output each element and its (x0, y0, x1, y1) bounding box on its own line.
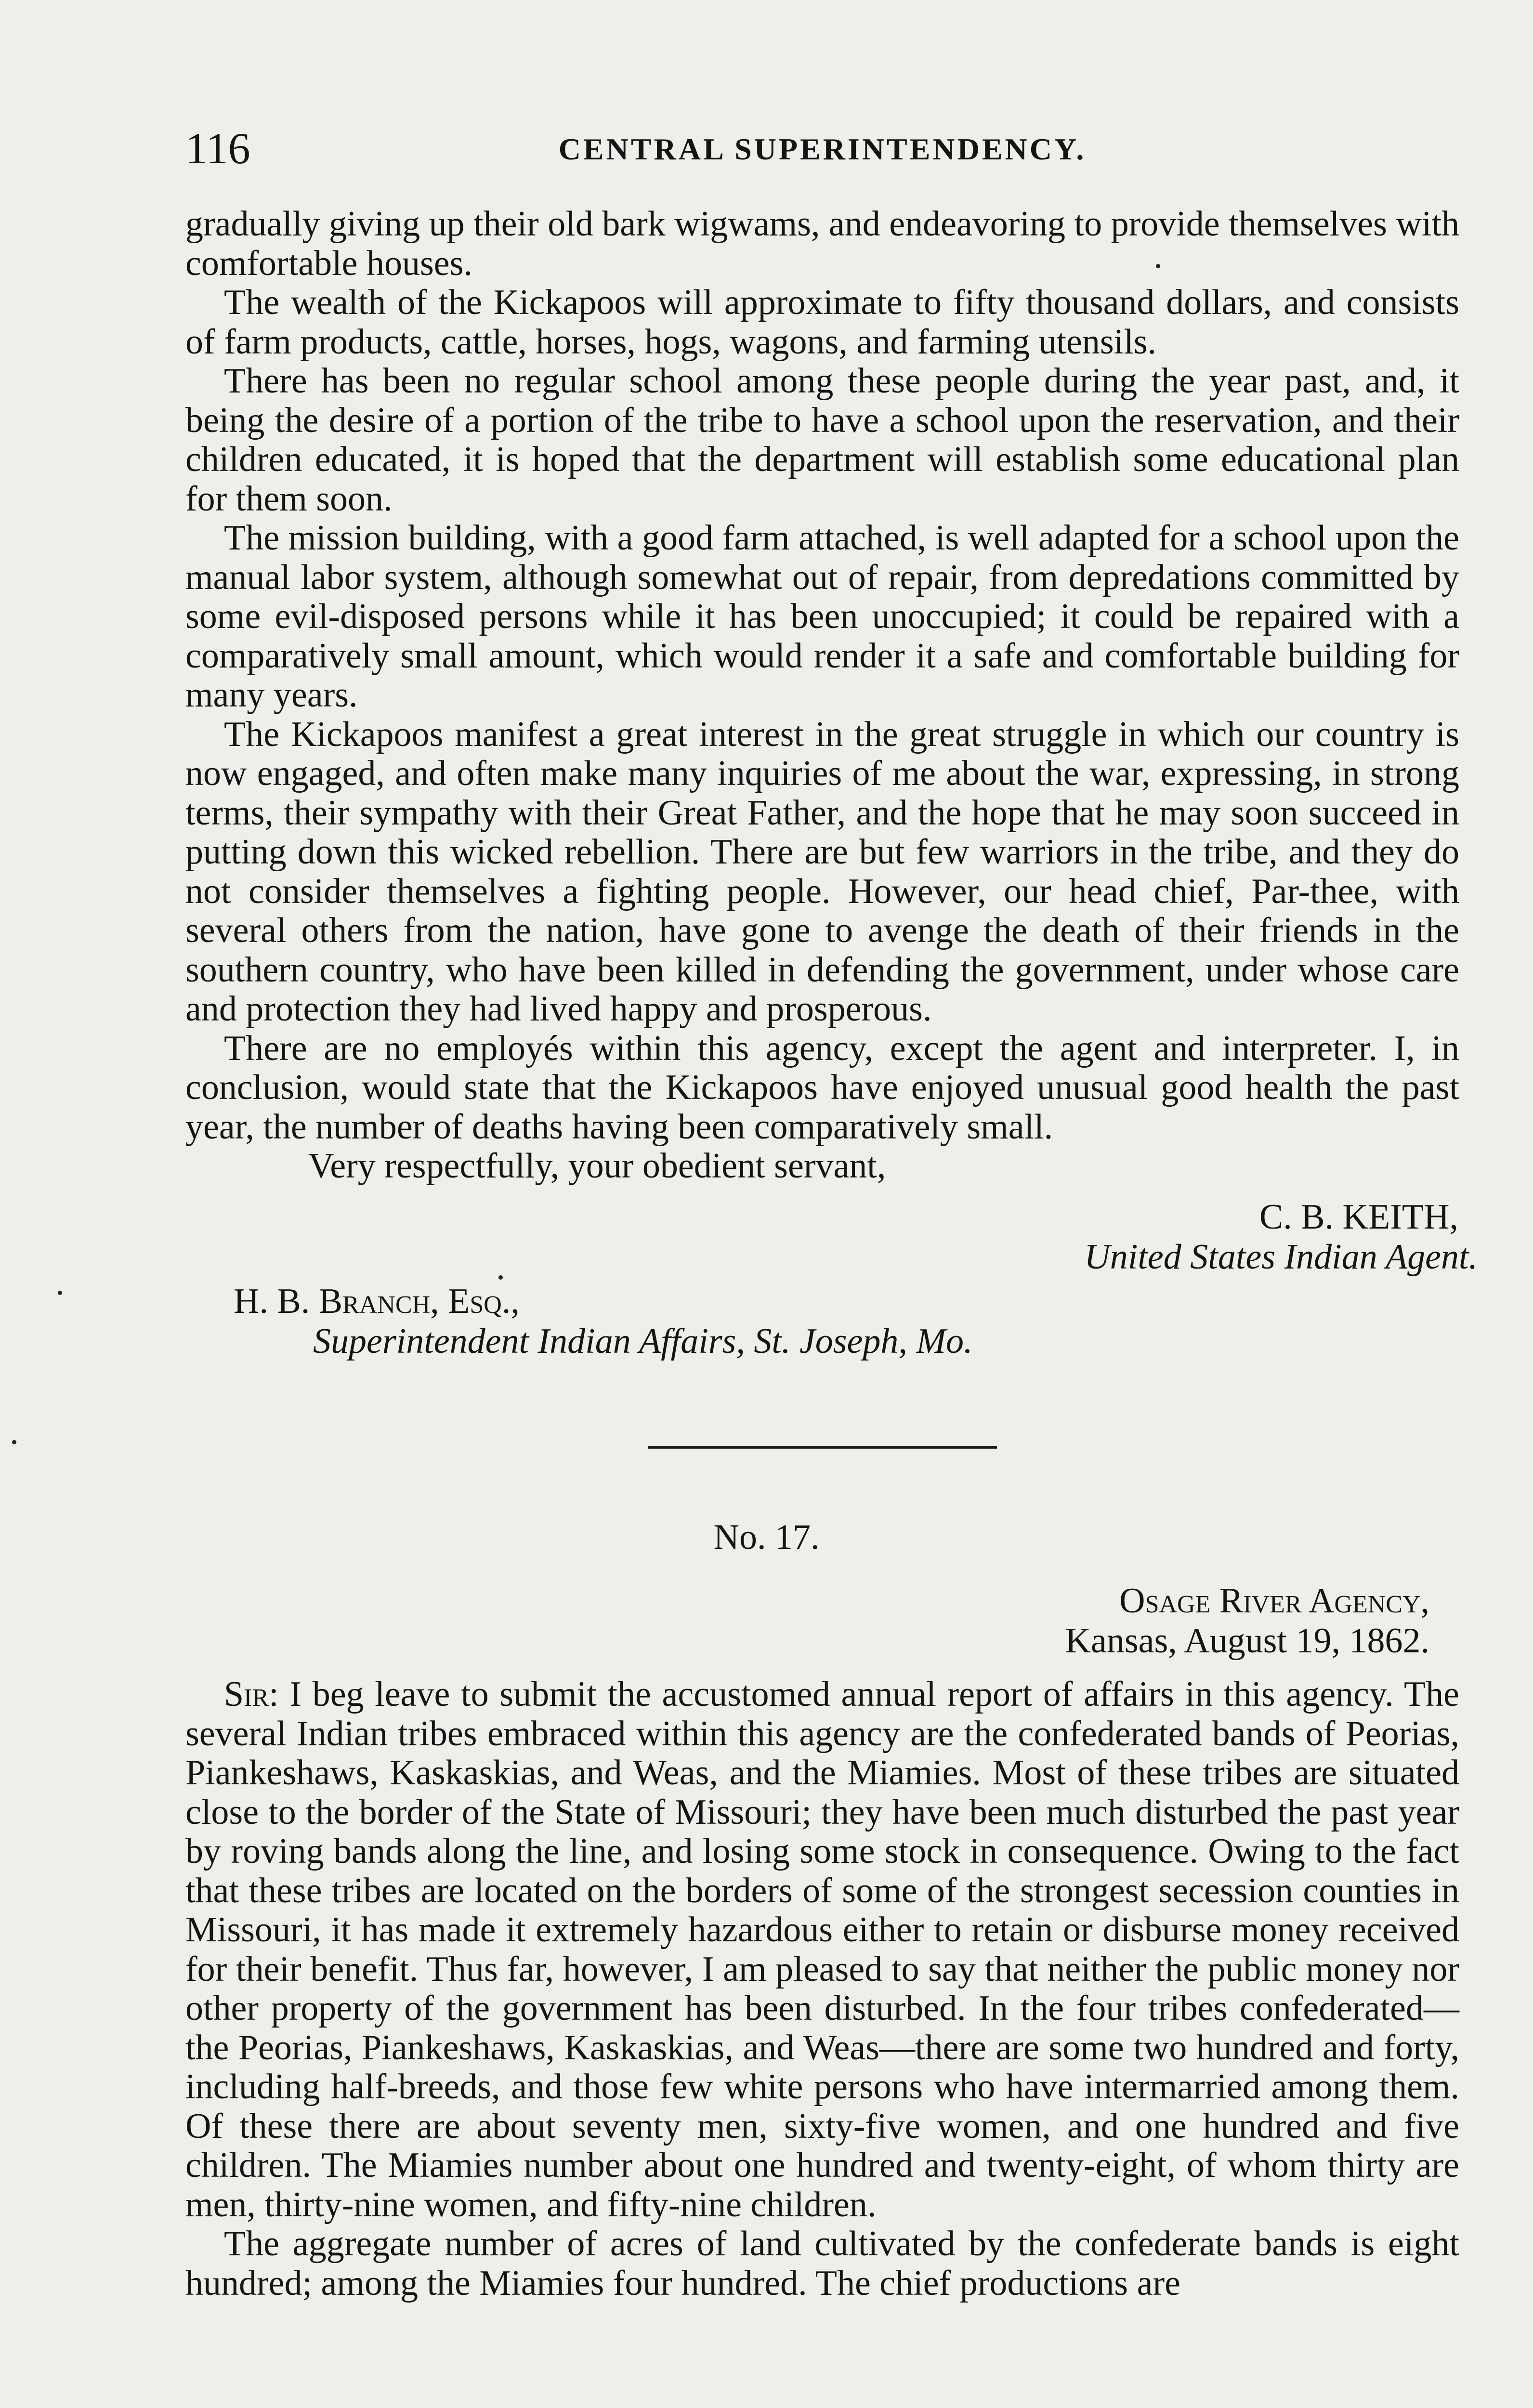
scan-speck (498, 1275, 503, 1280)
letter-body-osage (185, 1675, 1459, 2303)
signature-name: C. B. KEITH, (1259, 1197, 1458, 1237)
paragraph-5: The Kickapoos manifest a great interest in the great struggle in which our country is now engaged, and often make many inquiries of me about the war, expressing, in strong terms, their sympathy with their Great Father, and the hope that he may soon succeed in putting down this wicked rebellion. There are but few warriors in the tribe, and they do not consider themselves a fighting people. However, our head chief, Par-thee, with several others from the nation, have gone to avenge the death of their friends in the southern country, who have been killed in defending the government, under whose care and protection they had lived happy and prosperous. (185, 714, 1459, 1029)
document-number: No. 17. (713, 1518, 820, 1557)
dateline-date (1065, 1621, 1429, 1662)
scan-speck (58, 1291, 62, 1295)
page-number: 116 (185, 124, 250, 173)
addressee-name: H. B. Branch, Esq., (234, 1282, 520, 1321)
scan-speck (1156, 264, 1160, 268)
salutation: Sir (224, 1675, 269, 1714)
running-title: CENTRAL SUPERINTENDENCY. (558, 132, 1087, 166)
scan-speck (12, 1440, 16, 1444)
paragraph-1: gradually giving up their old bark wigwams, and endeavoring to provide themselves with comfortable houses. (185, 204, 1459, 283)
section-divider (648, 1446, 997, 1449)
report-paragraph-1 (185, 1675, 1459, 2225)
dateline-agency: Osage River Agency, (1119, 1581, 1429, 1621)
closing-line: Very respectfully, your obedient servant, (308, 1146, 886, 1186)
addressee-title: Superintendent Indian Affairs, St. Joseph, Mo. (313, 1322, 973, 1361)
paragraph-3: There has been no regular school among these people during the year past, and, it being the desire of a portion of the tribe to have a school upon the reservation, and their children educated, it is hoped that the department will establish some educational plan for them soon. (185, 361, 1459, 519)
dateline-place: Kansas, August (1065, 1621, 1287, 1661)
report-paragraph-2: The aggregate number of acres of land cultivated by the confederate bands is eight hundred; among the Miamies four hundred. The chief productions are (185, 2224, 1459, 2303)
report-paragraph-1-text: : I beg leave to submit the accustomed annual report of affairs in this agency. The several Indian tribes embraced within this agency are the confederated bands of Peorias, Piankeshaws, Kaskaskias, and Weas, and the Miamies. Most of these tribes are situated close to the border of the State of Missouri; they have been much disturbed the past year by roving bands along the line, and losing some stock in consequence. Owing to the fact that these tribes are located on the borders of some of the strongest secession counties in Missouri, it has made it extremely hazardous either to retain or disburse money received for their benefit. Thus far, however, I am pleased to say that neither the public money nor other property of the government has been disturbed. In the four tribes confederated—the Peorias, Piankeshaws, Kaskaskias, and Weas—there are some two hundred and forty, including half-breeds, and those few white persons who have intermarried among them. Of these there are about seventy men, sixty-five women, and one hundred and five children. The Miamies number about one hundred and twenty-eight, of whom thirty are men, thirty-nine women, and fifty-nine children. (185, 1675, 1459, 2225)
signature-title: United States Indian Agent. (1084, 1237, 1478, 1277)
dateline-day-year: 19, 1862. (1287, 1621, 1429, 1661)
paragraph-6: There are no employés within this agency, except the agent and interpreter. I, in conclusion, would state that the Kickapoos have enjoyed unusual good health the past year, the number of deaths having been comparatively small. (185, 1028, 1459, 1147)
paragraph-4: The mission building, with a good farm attached, is well adapted for a school upon the manual labor system, although somewhat out of repair, from depredations committed by some evil-disposed persons while it has been unoccupied; it could be repaired with a comparatively small amount, which would render it a safe and comfortable building for many years. (185, 518, 1459, 715)
page-header (185, 123, 1459, 176)
paragraph-2: The wealth of the Kickapoos will approximate to fifty thousand dollars, and consists of farm products, cattle, horses, hogs, wagons, and farming utensils. (185, 283, 1459, 362)
letter-body-keith (185, 205, 1459, 1186)
